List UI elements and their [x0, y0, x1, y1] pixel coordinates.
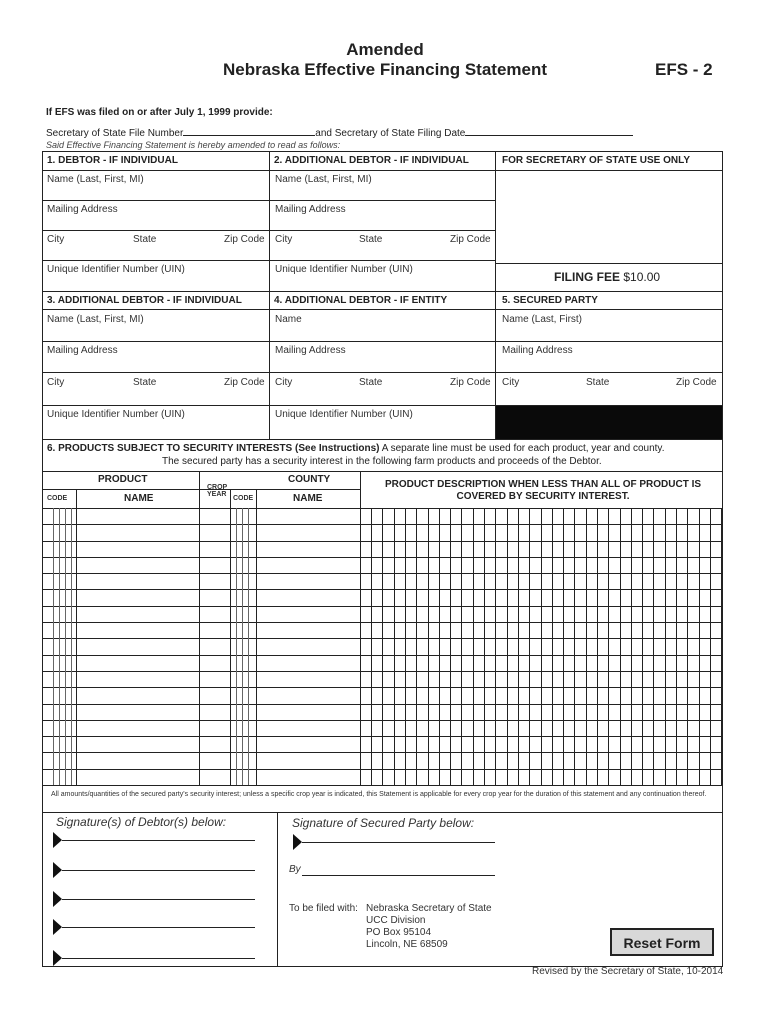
debtor1-uin-field[interactable]: Unique Identifier Number (UIN): [47, 264, 185, 275]
description-tick: [699, 508, 700, 785]
address-line-1: Nebraska Secretary of State: [366, 903, 492, 914]
description-tick: [721, 508, 722, 785]
description-tick: [518, 508, 519, 785]
form-code: EFS - 2: [655, 60, 713, 79]
description-tick: [552, 508, 553, 785]
revision-note: Revised by the Secretary of State, 10-2014: [532, 966, 724, 977]
description-tick: [676, 508, 677, 785]
blackout-box: [496, 406, 722, 439]
arrow-icon: [53, 862, 62, 878]
description-tick: [394, 508, 395, 785]
products-title-rest: A separate line must be used for each product, year and county.: [381, 443, 665, 454]
form-title-amended: Amended: [346, 40, 424, 59]
description-tick: [586, 508, 587, 785]
year-header: YEAR: [207, 491, 227, 498]
debtor4-zip-field[interactable]: Zip Code: [450, 377, 491, 388]
debtor-signature-line-2[interactable]: [62, 870, 255, 871]
debtor1-mailing-field[interactable]: Mailing Address: [47, 204, 118, 215]
amended-note: Said Effective Financing Statement is hereby amended to read as follows:: [46, 140, 341, 150]
debtor4-uin-field[interactable]: Unique Identifier Number (UIN): [275, 409, 413, 420]
description-tick: [416, 508, 417, 785]
debtor4-city-field[interactable]: City: [275, 377, 293, 388]
debtor2-state-field[interactable]: State: [359, 234, 383, 245]
description-tick: [507, 508, 508, 785]
footnote: All amounts/quantities of the secured party's security interest; unless a specific crop year is indicated, this Statement is applicable for every crop year for the duration of this statement and any continuation thereof.: [51, 791, 707, 798]
section-5-header: 5. SECURED PARTY: [502, 295, 598, 306]
debtor1-state-field[interactable]: State: [133, 234, 157, 245]
secured-zip-field[interactable]: Zip Code: [676, 377, 717, 388]
debtor4-state-field[interactable]: State: [359, 377, 383, 388]
debtor3-name-field[interactable]: Name (Last, First, MI): [47, 314, 144, 325]
description-tick: [541, 508, 542, 785]
description-tick: [642, 508, 643, 785]
description-tick: [473, 508, 474, 785]
code-tick: [53, 508, 54, 785]
filing-label: To be filed with:: [289, 903, 358, 914]
description-tick: [563, 508, 564, 785]
description-tick: [382, 508, 383, 785]
file-number-label: Secretary of State File Number: [46, 128, 184, 139]
filing-fee-amount: $10.00: [623, 270, 661, 284]
form-title: Nebraska Effective Financing Statement: [222, 60, 548, 79]
county-name-header: NAME: [293, 493, 323, 504]
filing-address: [366, 903, 492, 951]
secured-city-field[interactable]: City: [502, 377, 520, 388]
debtor-signature-line-5[interactable]: [62, 958, 255, 959]
code-tick: [71, 508, 72, 785]
debtor-signature-label: Signature(s) of Debtor(s) below:: [56, 815, 227, 829]
arrow-icon: [53, 891, 62, 907]
by-label: By: [289, 864, 301, 875]
code-tick: [236, 508, 237, 785]
code-tick: [242, 508, 243, 785]
debtor2-city-field[interactable]: City: [275, 234, 293, 245]
description-tick: [631, 508, 632, 785]
code-tick: [59, 508, 60, 785]
debtor2-uin-field[interactable]: Unique Identifier Number (UIN): [275, 264, 413, 275]
description-tick: [574, 508, 575, 785]
products-note: The secured party has a security interest in the following farm products and proceeds of the Debtor.: [162, 456, 602, 467]
address-line-4: Lincoln, NE 68509: [366, 939, 448, 950]
reset-form-button[interactable]: Reset Form: [610, 928, 714, 956]
section-2-header: 2. ADDITIONAL DEBTOR - IF INDIVIDUAL: [274, 155, 469, 166]
debtor3-uin-field[interactable]: Unique Identifier Number (UIN): [47, 409, 185, 420]
filing-fee-label: FILING FEE: [554, 270, 620, 284]
debtor4-name-field[interactable]: Name: [275, 314, 302, 325]
products-title-bold: 6. PRODUCTS SUBJECT TO SECURITY INTERESTS (See Instructions): [47, 443, 380, 454]
debtor4-mailing-field[interactable]: Mailing Address: [275, 345, 346, 356]
county-col-header: COUNTY: [288, 474, 331, 485]
description-header-line1: PRODUCT DESCRIPTION WHEN LESS THAN ALL OF PRODUCT IS: [384, 479, 702, 490]
secured-signature-line[interactable]: [302, 842, 495, 843]
code-tick: [65, 508, 66, 785]
debtor1-city-field[interactable]: City: [47, 234, 65, 245]
file-number-row: [46, 126, 633, 139]
code-tick: [248, 508, 249, 785]
description-tick: [428, 508, 429, 785]
description-tick: [495, 508, 496, 785]
debtor2-zip-field[interactable]: Zip Code: [450, 234, 491, 245]
filed-after-note: If EFS was filed on or after July 1, 1999 provide:: [46, 107, 273, 118]
product-code-header: CODE: [47, 495, 68, 502]
arrow-icon: [293, 834, 302, 850]
filing-fee: [554, 270, 660, 284]
secured-name-field[interactable]: Name (Last, First): [502, 314, 583, 325]
debtor-signature-line-4[interactable]: [62, 927, 255, 928]
description-tick: [450, 508, 451, 785]
description-tick: [405, 508, 406, 785]
description-tick: [620, 508, 621, 785]
address-line-2: UCC Division: [366, 915, 426, 926]
description-tick: [439, 508, 440, 785]
debtor1-name-field[interactable]: Name (Last, First, MI): [47, 174, 144, 185]
section-1-header: 1. DEBTOR - IF INDIVIDUAL: [47, 155, 178, 166]
crop-header: CROP: [207, 484, 228, 491]
product-name-header: NAME: [124, 493, 154, 504]
secured-state-field[interactable]: State: [586, 377, 610, 388]
filing-date-field[interactable]: [465, 126, 633, 136]
description-header-line2: COVERED BY SECURITY INTEREST.: [456, 491, 630, 502]
description-tick: [710, 508, 711, 785]
county-code-header: CODE: [233, 495, 254, 502]
description-tick: [461, 508, 462, 785]
arrow-icon: [53, 919, 62, 935]
description-tick: [529, 508, 530, 785]
debtor3-mailing-field[interactable]: Mailing Address: [47, 345, 118, 356]
secured-mailing-field[interactable]: Mailing Address: [502, 345, 573, 356]
description-tick: [653, 508, 654, 785]
address-line-3: PO Box 95104: [366, 927, 432, 938]
description-tick: [484, 508, 485, 785]
description-tick: [687, 508, 688, 785]
description-tick: [371, 508, 372, 785]
debtor3-city-field[interactable]: City: [47, 377, 65, 388]
arrow-icon: [53, 832, 62, 848]
debtor1-zip-field[interactable]: Zip Code: [224, 234, 265, 245]
debtor3-state-field[interactable]: State: [133, 377, 157, 388]
debtor-signature-line-3[interactable]: [62, 899, 255, 900]
filing-date-label: and Secretary of State Filing Date: [315, 128, 466, 139]
products-title: [47, 443, 664, 454]
debtor-signature-line-1[interactable]: [62, 840, 255, 841]
sos-use-header: FOR SECRETARY OF STATE USE ONLY: [502, 155, 690, 166]
section-3-header: 3. ADDITIONAL DEBTOR - IF INDIVIDUAL: [47, 295, 242, 306]
arrow-icon: [53, 950, 62, 966]
description-header: [366, 479, 720, 503]
by-line[interactable]: [302, 875, 495, 876]
debtor2-name-field[interactable]: Name (Last, First, MI): [275, 174, 372, 185]
secured-signature-label: Signature of Secured Party below:: [292, 816, 475, 830]
debtor3-zip-field[interactable]: Zip Code: [224, 377, 265, 388]
description-tick: [597, 508, 598, 785]
section-4-header: 4. ADDITIONAL DEBTOR - IF ENTITY: [274, 295, 448, 306]
description-tick: [608, 508, 609, 785]
description-tick: [665, 508, 666, 785]
file-number-field[interactable]: [183, 126, 315, 136]
debtor2-mailing-field[interactable]: Mailing Address: [275, 204, 346, 215]
product-col-header: PRODUCT: [98, 474, 148, 485]
